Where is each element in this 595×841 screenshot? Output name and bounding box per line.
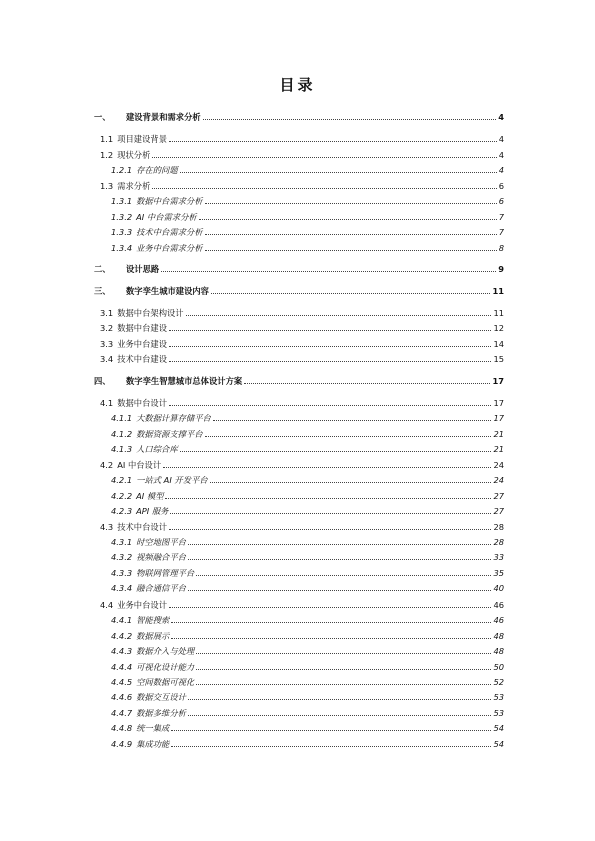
toc-entry[interactable] bbox=[0, 535, 595, 547]
toc-entry[interactable] bbox=[0, 598, 595, 610]
toc-entry-title: 智能搜索 bbox=[136, 615, 170, 625]
toc-entry-page: 48 bbox=[493, 646, 504, 656]
toc-entry-page: 35 bbox=[493, 568, 504, 578]
toc-entry-page: 21 bbox=[493, 429, 504, 439]
toc-entry-number: 4.1.3 bbox=[111, 444, 133, 454]
dot-leader bbox=[171, 622, 491, 623]
toc-entry-number: 1.3.4 bbox=[111, 243, 133, 253]
toc-entry[interactable] bbox=[0, 262, 595, 274]
toc-entry-page: 7 bbox=[498, 227, 504, 237]
toc-entry-number: 4.2.2 bbox=[111, 491, 133, 501]
toc-entry-page: 15 bbox=[493, 354, 504, 364]
dot-leader bbox=[199, 219, 497, 220]
toc-entry[interactable] bbox=[0, 737, 595, 749]
toc-entry-number: 3.4 bbox=[100, 354, 114, 364]
toc-entry-title: 空间数据可视化 bbox=[136, 677, 195, 687]
toc-entry-number: 4.4.6 bbox=[111, 692, 133, 702]
toc-entry[interactable] bbox=[0, 442, 595, 454]
toc-entry-title: 数据中台设计 bbox=[117, 398, 167, 408]
toc-entry-title: 数据中台架构设计 bbox=[117, 308, 184, 318]
toc-entry-title: 项目建设背景 bbox=[117, 134, 167, 144]
dot-leader bbox=[188, 699, 492, 700]
toc-entry[interactable] bbox=[0, 644, 595, 656]
toc-entry-page: 52 bbox=[493, 677, 504, 687]
dot-leader bbox=[169, 361, 491, 362]
toc-entry-page: 28 bbox=[493, 522, 504, 532]
dot-leader bbox=[152, 188, 496, 189]
toc-entry-title: 存在的问题 bbox=[136, 165, 178, 175]
toc-entry-page: 11 bbox=[492, 286, 504, 296]
toc-entry-number: 4.3.3 bbox=[111, 568, 133, 578]
toc-entry-number: 4.4.4 bbox=[111, 662, 133, 672]
toc-entry[interactable] bbox=[0, 660, 595, 672]
toc-entry[interactable] bbox=[0, 284, 595, 296]
toc-entry-number: 4.3 bbox=[100, 522, 114, 532]
toc-entry-page: 28 bbox=[493, 537, 504, 547]
toc-entry-page: 24 bbox=[493, 475, 504, 485]
dot-leader bbox=[171, 638, 491, 639]
toc-entry-title: 数字孪生城市建设内容 bbox=[126, 286, 209, 296]
toc-entry-title: 数据多维分析 bbox=[136, 708, 186, 718]
toc-entry-title: 集成功能 bbox=[136, 739, 170, 749]
toc-entry[interactable] bbox=[0, 721, 595, 733]
toc-entry[interactable] bbox=[0, 374, 595, 386]
dot-leader bbox=[169, 529, 491, 530]
toc-entry-page: 8 bbox=[498, 243, 504, 253]
toc-entry[interactable] bbox=[0, 613, 595, 625]
toc-entry[interactable] bbox=[0, 706, 595, 718]
toc-entry-title: 需求分析 bbox=[117, 181, 151, 191]
toc-entry-title: 数据展示 bbox=[136, 631, 170, 641]
toc-entry-number: 1.3 bbox=[100, 181, 114, 191]
toc-entry-title: 数字孪生智慧城市总体设计方案 bbox=[126, 376, 243, 386]
dot-leader bbox=[205, 436, 492, 437]
toc-entry-page: 14 bbox=[493, 339, 504, 349]
toc-entry-title: 可视化设计能力 bbox=[136, 662, 195, 672]
toc-entry-page: 6 bbox=[498, 196, 504, 206]
toc-entry[interactable] bbox=[0, 210, 595, 222]
toc-entry[interactable] bbox=[0, 489, 595, 501]
dot-leader bbox=[169, 141, 497, 142]
dot-leader bbox=[152, 157, 496, 158]
toc-entry-number: 二、 bbox=[94, 264, 111, 274]
toc-entry-page: 40 bbox=[493, 583, 504, 593]
dot-leader bbox=[188, 559, 492, 560]
toc-entry[interactable] bbox=[0, 520, 595, 532]
toc-entry-title: 业务中台设计 bbox=[117, 600, 167, 610]
toc-entry-page: 11 bbox=[493, 308, 504, 318]
dot-leader bbox=[171, 730, 491, 731]
toc-entry[interactable] bbox=[0, 132, 595, 144]
toc-entry-page: 46 bbox=[493, 615, 504, 625]
toc-entry[interactable] bbox=[0, 148, 595, 160]
toc-entry-title: 业务中台建设 bbox=[117, 339, 167, 349]
toc-entry[interactable] bbox=[0, 194, 595, 206]
dot-leader bbox=[188, 544, 492, 545]
dot-leader bbox=[170, 513, 491, 514]
toc-entry-number: 一、 bbox=[94, 112, 111, 122]
toc-entry-title: AI 模型 bbox=[136, 491, 164, 501]
toc-entry-number: 三、 bbox=[94, 286, 111, 296]
toc-entry-number: 1.3.3 bbox=[111, 227, 133, 237]
dot-leader bbox=[205, 250, 497, 251]
toc-entry[interactable] bbox=[0, 110, 595, 122]
toc-entry[interactable] bbox=[0, 241, 595, 253]
toc-entry-number: 4.4.7 bbox=[111, 708, 133, 718]
toc-entry-number: 4.4.9 bbox=[111, 739, 133, 749]
toc-entry-page: 17 bbox=[493, 413, 504, 423]
dot-leader bbox=[169, 346, 491, 347]
toc-entry-title: 技术中台需求分析 bbox=[136, 227, 203, 237]
dot-leader bbox=[205, 234, 497, 235]
toc-title: 目录 bbox=[279, 76, 316, 94]
toc-entry-page: 4 bbox=[498, 165, 504, 175]
toc-entry-number: 3.2 bbox=[100, 323, 114, 333]
toc-entry-number: 4.1 bbox=[100, 398, 114, 408]
toc-entry-number: 4.2 bbox=[100, 460, 114, 470]
toc-entry-page: 24 bbox=[493, 460, 504, 470]
toc-entry[interactable] bbox=[0, 225, 595, 237]
dot-leader bbox=[188, 715, 492, 716]
toc-entry[interactable] bbox=[0, 337, 595, 349]
toc-entry[interactable] bbox=[0, 473, 595, 485]
toc-entry[interactable] bbox=[0, 581, 595, 593]
toc-entry-title: AI 中台需求分析 bbox=[136, 212, 197, 222]
dot-leader bbox=[196, 669, 491, 670]
toc-entry-title: 技术中台建设 bbox=[117, 354, 167, 364]
toc-entry-page: 54 bbox=[493, 739, 504, 749]
dot-leader bbox=[165, 498, 491, 499]
toc-entry-title: 现状分析 bbox=[117, 150, 151, 160]
toc-entry-page: 4 bbox=[498, 150, 504, 160]
toc-entry[interactable] bbox=[0, 427, 595, 439]
toc-entry-number: 4.1.2 bbox=[111, 429, 133, 439]
toc-entry-number: 1.3.1 bbox=[111, 196, 133, 206]
toc-entry-page: 17 bbox=[492, 376, 504, 386]
toc-entry-number: 4.4.3 bbox=[111, 646, 133, 656]
toc-entry-page: 46 bbox=[493, 600, 504, 610]
toc-entry-title: 统一集成 bbox=[136, 723, 170, 733]
toc-entry-number: 4.4.8 bbox=[111, 723, 133, 733]
dot-leader bbox=[196, 653, 491, 654]
toc-entry-title: 数据中台需求分析 bbox=[136, 196, 203, 206]
toc-entry-number: 1.1 bbox=[100, 134, 114, 144]
dot-leader bbox=[211, 293, 490, 294]
toc-entry-page: 12 bbox=[493, 323, 504, 333]
toc-entry-title: 建设背景和需求分析 bbox=[126, 112, 201, 122]
dot-leader bbox=[244, 383, 490, 384]
toc-entry-page: 54 bbox=[493, 723, 504, 733]
toc-entry-title: 时空地图平台 bbox=[136, 537, 186, 547]
toc-entry-title: 设计思路 bbox=[126, 264, 160, 274]
toc-entry-title: 数据资源支撑平台 bbox=[136, 429, 203, 439]
toc-entry-number: 4.4.5 bbox=[111, 677, 133, 687]
dot-leader bbox=[186, 315, 492, 316]
toc-entry-page: 50 bbox=[493, 662, 504, 672]
toc-entry-number: 4.3.2 bbox=[111, 552, 133, 562]
dot-leader bbox=[169, 405, 491, 406]
dot-leader bbox=[163, 467, 491, 468]
toc-entry[interactable] bbox=[0, 504, 595, 516]
toc-entry-number: 4.2.1 bbox=[111, 475, 133, 485]
toc-entry-title: 一站式 AI 开发平台 bbox=[136, 475, 208, 485]
dot-leader bbox=[210, 482, 492, 483]
toc-entry-number: 3.3 bbox=[100, 339, 114, 349]
dot-leader bbox=[161, 271, 496, 272]
dot-leader bbox=[171, 746, 491, 747]
toc-entry-page: 4 bbox=[498, 134, 504, 144]
toc-entry-number: 4.4.1 bbox=[111, 615, 133, 625]
toc-entry[interactable] bbox=[0, 306, 595, 318]
toc-entry[interactable] bbox=[0, 411, 595, 423]
dot-leader bbox=[213, 420, 492, 421]
dot-leader bbox=[180, 172, 497, 173]
toc-entry-page: 9 bbox=[498, 264, 504, 274]
toc-entry[interactable] bbox=[0, 629, 595, 641]
toc-entry-page: 4 bbox=[498, 112, 504, 122]
toc-entry-title: 数据介入与处理 bbox=[136, 646, 195, 656]
toc-entry-page: 21 bbox=[493, 444, 504, 454]
dot-leader bbox=[196, 575, 491, 576]
dot-leader bbox=[180, 451, 492, 452]
toc-entry-page: 17 bbox=[493, 398, 504, 408]
toc-entry-number: 4.3.1 bbox=[111, 537, 133, 547]
dot-leader bbox=[188, 590, 492, 591]
toc-entry-number: 1.2.1 bbox=[111, 165, 133, 175]
toc-entry-number: 4.1.1 bbox=[111, 413, 133, 423]
toc-entry-page: 48 bbox=[493, 631, 504, 641]
toc-entry[interactable] bbox=[0, 179, 595, 191]
dot-leader bbox=[169, 607, 491, 608]
toc-entry-title: 技术中台设计 bbox=[117, 522, 167, 532]
toc-entry-number: 4.2.3 bbox=[111, 506, 133, 516]
toc-entry[interactable] bbox=[0, 566, 595, 578]
dot-leader bbox=[203, 119, 497, 120]
toc-entry-title: 人口综合库 bbox=[136, 444, 178, 454]
toc-entry-title: 融合通信平台 bbox=[136, 583, 186, 593]
toc-entry-number: 3.1 bbox=[100, 308, 114, 318]
toc-entry-page: 53 bbox=[493, 708, 504, 718]
toc-entry-number: 四、 bbox=[94, 376, 111, 386]
toc-entry-title: 数据交互设计 bbox=[136, 692, 186, 702]
toc-entry-number: 4.3.4 bbox=[111, 583, 133, 593]
toc-entry[interactable] bbox=[0, 458, 595, 470]
toc-entry[interactable] bbox=[0, 352, 595, 364]
toc-entry-page: 33 bbox=[493, 552, 504, 562]
toc-entry-title: API 服务 bbox=[136, 506, 169, 516]
toc-entry-title: 视频融合平台 bbox=[136, 552, 186, 562]
toc-entry[interactable] bbox=[0, 396, 595, 408]
toc-entry-title: 数据中台建设 bbox=[117, 323, 167, 333]
toc-entry-number: 4.4.2 bbox=[111, 631, 133, 641]
toc-entry[interactable] bbox=[0, 675, 595, 687]
dot-leader bbox=[205, 203, 497, 204]
toc-entry-page: 27 bbox=[493, 491, 504, 501]
toc-entry[interactable] bbox=[0, 163, 595, 175]
toc-entry-number: 1.2 bbox=[100, 150, 114, 160]
toc-entry-page: 53 bbox=[493, 692, 504, 702]
toc-entry[interactable] bbox=[0, 321, 595, 333]
toc-entry-page: 6 bbox=[498, 181, 504, 191]
toc-entry-page: 7 bbox=[498, 212, 504, 222]
toc-entry-title: 大数据计算存储平台 bbox=[136, 413, 211, 423]
toc-entry[interactable] bbox=[0, 690, 595, 702]
toc-entry-number: 4.4 bbox=[100, 600, 114, 610]
toc-entry-title: AI 中台设计 bbox=[117, 460, 162, 470]
toc-entry-title: 物联网管理平台 bbox=[136, 568, 195, 578]
toc-entry-title: 业务中台需求分析 bbox=[136, 243, 203, 253]
toc-entry-page: 27 bbox=[493, 506, 504, 516]
dot-leader bbox=[196, 684, 491, 685]
toc-entry[interactable] bbox=[0, 550, 595, 562]
toc-entry-number: 1.3.2 bbox=[111, 212, 133, 222]
dot-leader bbox=[169, 330, 491, 331]
